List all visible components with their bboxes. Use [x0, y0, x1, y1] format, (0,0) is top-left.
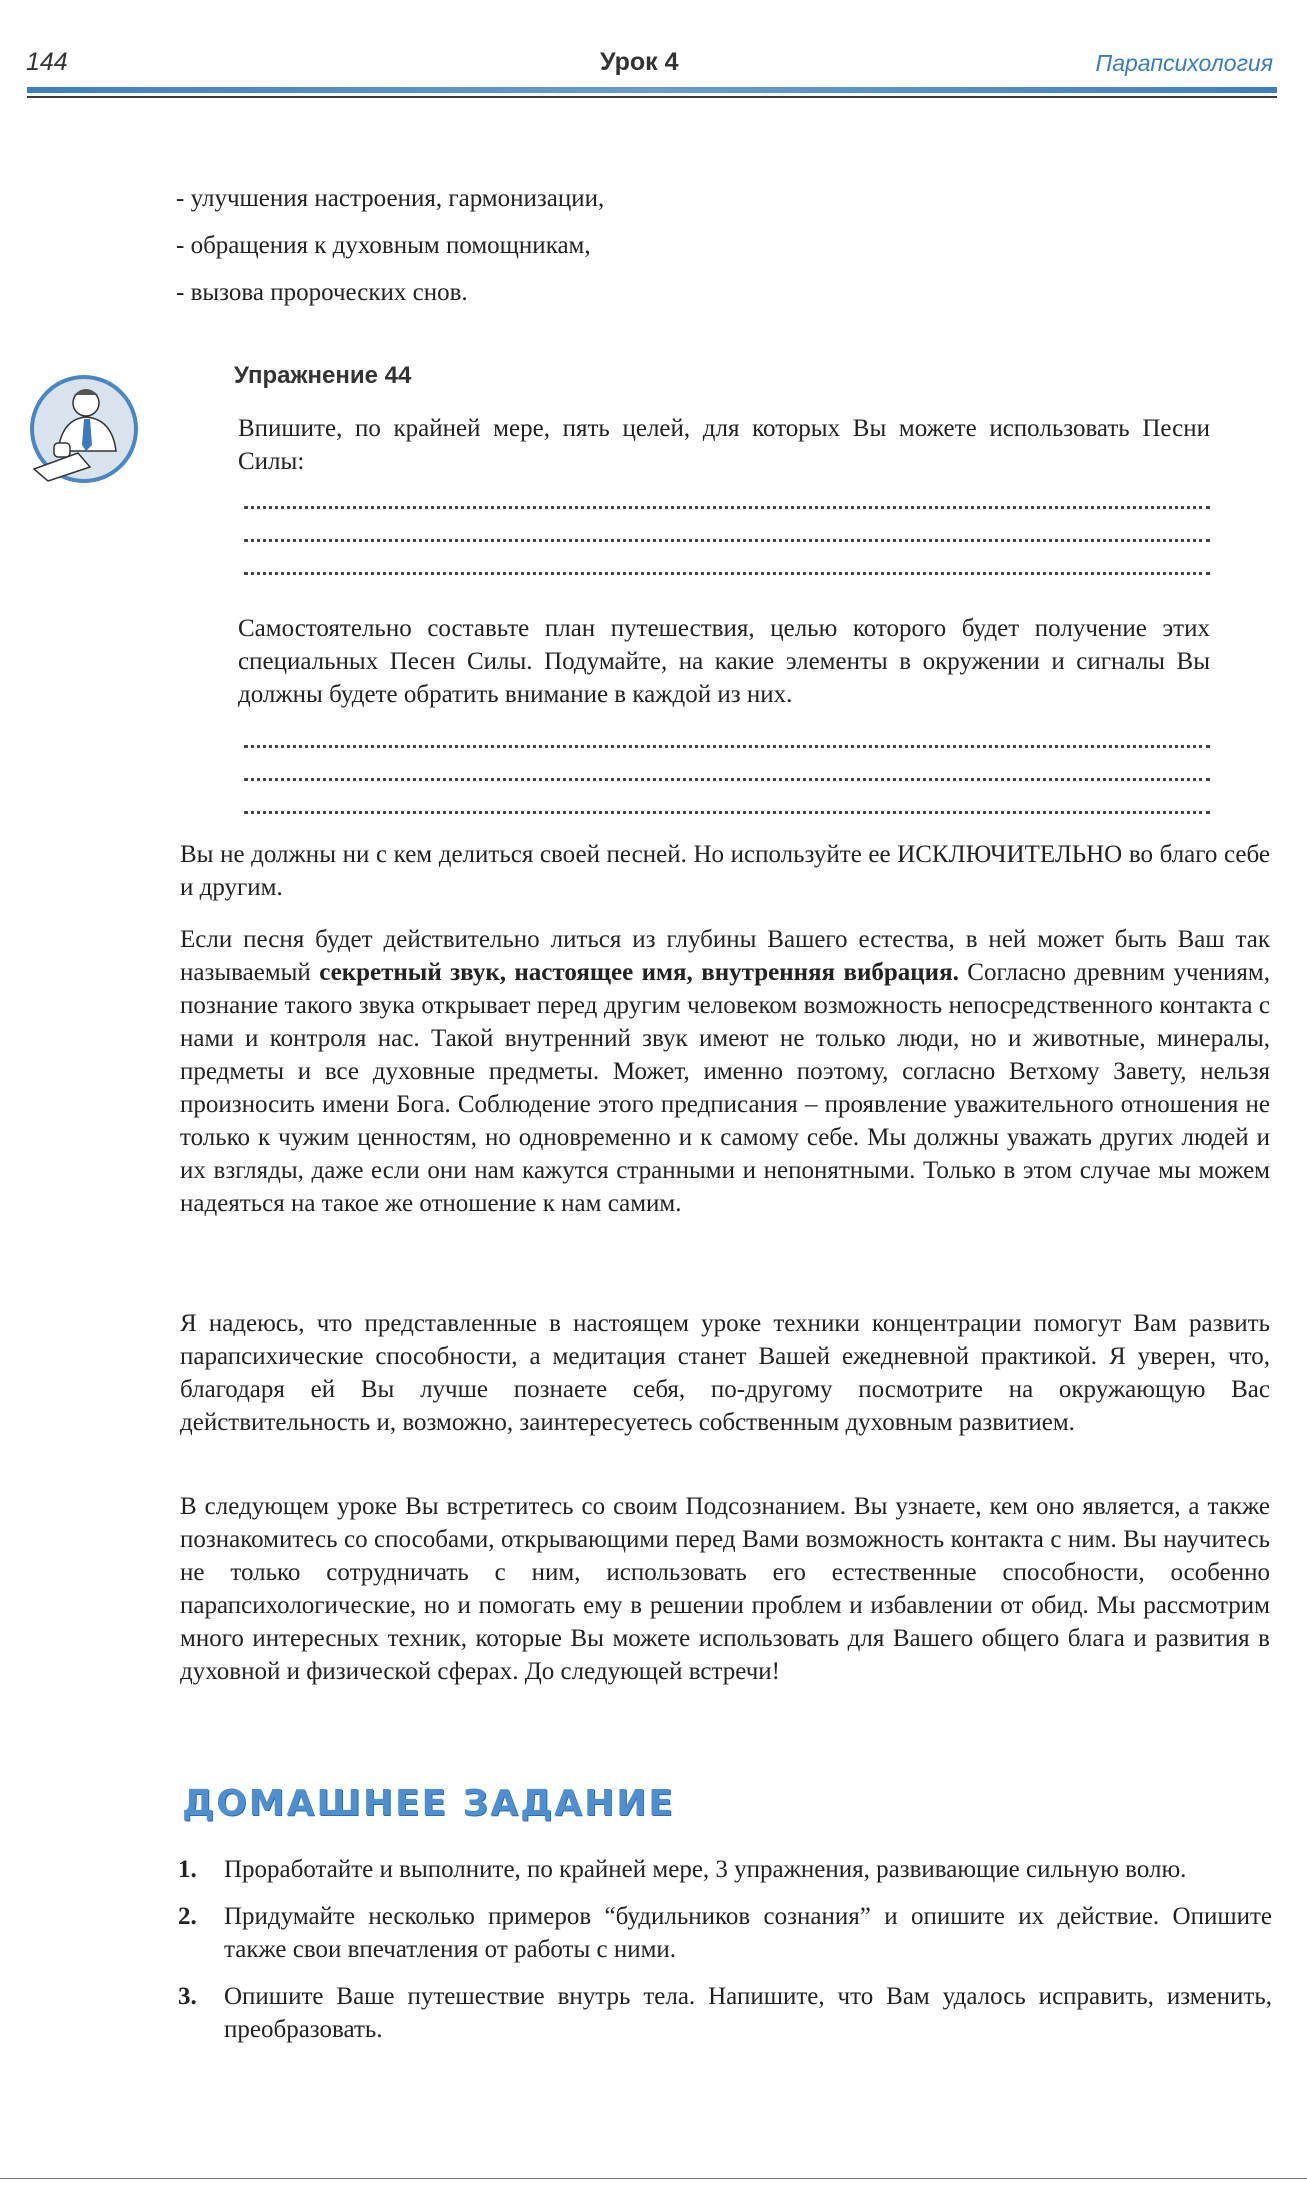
bullet-list — [176, 185, 876, 326]
page-bottom-edge — [0, 2178, 1307, 2179]
item-number: 1. — [178, 1856, 197, 1883]
homework-list — [178, 1853, 1272, 2060]
lesson-title: Урок 4 — [600, 48, 679, 76]
subject-title: Парапсихология — [1095, 50, 1273, 76]
exercise-prompt-text: Впишите, по крайней мере, пять целей, для которых Вы можете использовать Песни Силы: — [238, 415, 1210, 475]
header-rule-blue — [27, 87, 1277, 93]
paragraph-3: Я надеюсь, что представленные в настоящем уроке техники концентрации помогут Вам развить парапсихические способности, а медитация станет Вашей ежедневной практикой. Я уверен, что, благодаря ей Вы лучше познаете себя, по-другому посмотрите на окружающую Вас действительность и, возможно, заинтересуетесь собственным духовным развитием. — [180, 1310, 1270, 1436]
writing-man-icon — [28, 373, 140, 485]
item-number: 3. — [178, 1983, 197, 2010]
emphasis-text: секретный звук, настоящее имя, внутренняя вибрация. — [319, 959, 959, 986]
exercise-prompt-1 — [238, 412, 1210, 585]
item-text: Придумайте несколько примеров “будильников сознания” и опишите их действие. Опишите также свои впечатления от работы с ними. — [224, 1903, 1272, 1963]
paragraph-text: Согласно древним учениям, познание такого звука открывает перед другим человеком возможность непосредственного контакта с нами и контроля нас. Такой внутренний звук имеют не только люди, но и животные, минералы, предметы и все духовные предметы. Может, именно поэтому, согласно Ветхому Завету, нельзя произносить имени Бога. Соблюдение этого предписания – проявление уважительного отношения не только к чужим ценностям, но одновременно и к самому себе. Мы должны уважать других людей и их взгляды, даже если они нам кажутся странными и непонятными. Только в этом случае мы можем надеяться на такое же отношение к нам самим. — [180, 959, 1270, 1217]
item-text: Проработайте и выполните, по крайней мере, 3 упражнения, развивающие сильную волю. — [224, 1856, 1187, 1883]
paragraph-2 — [180, 923, 1270, 1220]
paragraph-text: Если песня будет действительно литься из глубины Вашего естества, в ней может быть Ваш так называемый — [180, 926, 1270, 986]
page-header — [0, 0, 1307, 110]
homework-item — [178, 1980, 1272, 2046]
answer-line[interactable] — [238, 758, 1210, 791]
answer-line[interactable] — [238, 552, 1210, 585]
header-rule-dark — [27, 96, 1277, 98]
answer-line[interactable] — [238, 486, 1210, 519]
bullet-item: - улучшения настроения, гармонизации, — [176, 185, 605, 212]
paragraph-4: В следующем уроке Вы встретитесь со своим Подсознанием. Вы узнаете, кем оно является, а также познакомитесь со способами, открывающими перед Вами возможность контакта с ним. Вы научитесь не только сотрудничать с ним, использовать его естественные способности, особенно парапсихологические, но и помогать ему в решении проблем и избавлении от обид. Мы рассмотрим много интересных техник, которые Вы можете использовать для Вашего общего блага и развития в духовной и физической сферах. До следующей встречи! — [180, 1493, 1270, 1685]
answer-line[interactable] — [238, 725, 1210, 758]
page-number: 144 — [26, 48, 68, 76]
bullet-item: - вызова пророческих снов. — [176, 279, 468, 306]
item-number: 2. — [178, 1903, 197, 1930]
homework-title: ДОМАШНЕЕ ЗАДАНИЕ — [182, 1783, 675, 1824]
answer-line[interactable] — [238, 791, 1210, 824]
exercise-prompt-2 — [238, 612, 1210, 824]
exercise-prompt-text: Самостоятельно составьте план путешествия, целью которого будет получение этих специальных Песен Силы. Подумайте, на какие элементы в окружении и сигналы Вы должны будете обратить внимание в каждой из них. — [238, 615, 1210, 708]
bullet-item: - обращения к духовным помощникам, — [176, 232, 591, 259]
item-text: Опишите Ваше путешествие внутрь тела. Напишите, что Вам удалось исправить, изменить, преобразовать. — [224, 1983, 1272, 2043]
homework-item — [178, 1900, 1272, 1966]
homework-item — [178, 1853, 1272, 1886]
exercise-title: Упражнение 44 — [234, 362, 412, 389]
answer-line[interactable] — [238, 519, 1210, 552]
paragraph-1: Вы не должны ни с кем делиться своей песней. Но используйте ее ИСКЛЮЧИТЕЛЬНО во благо себе и другим. — [180, 841, 1270, 901]
